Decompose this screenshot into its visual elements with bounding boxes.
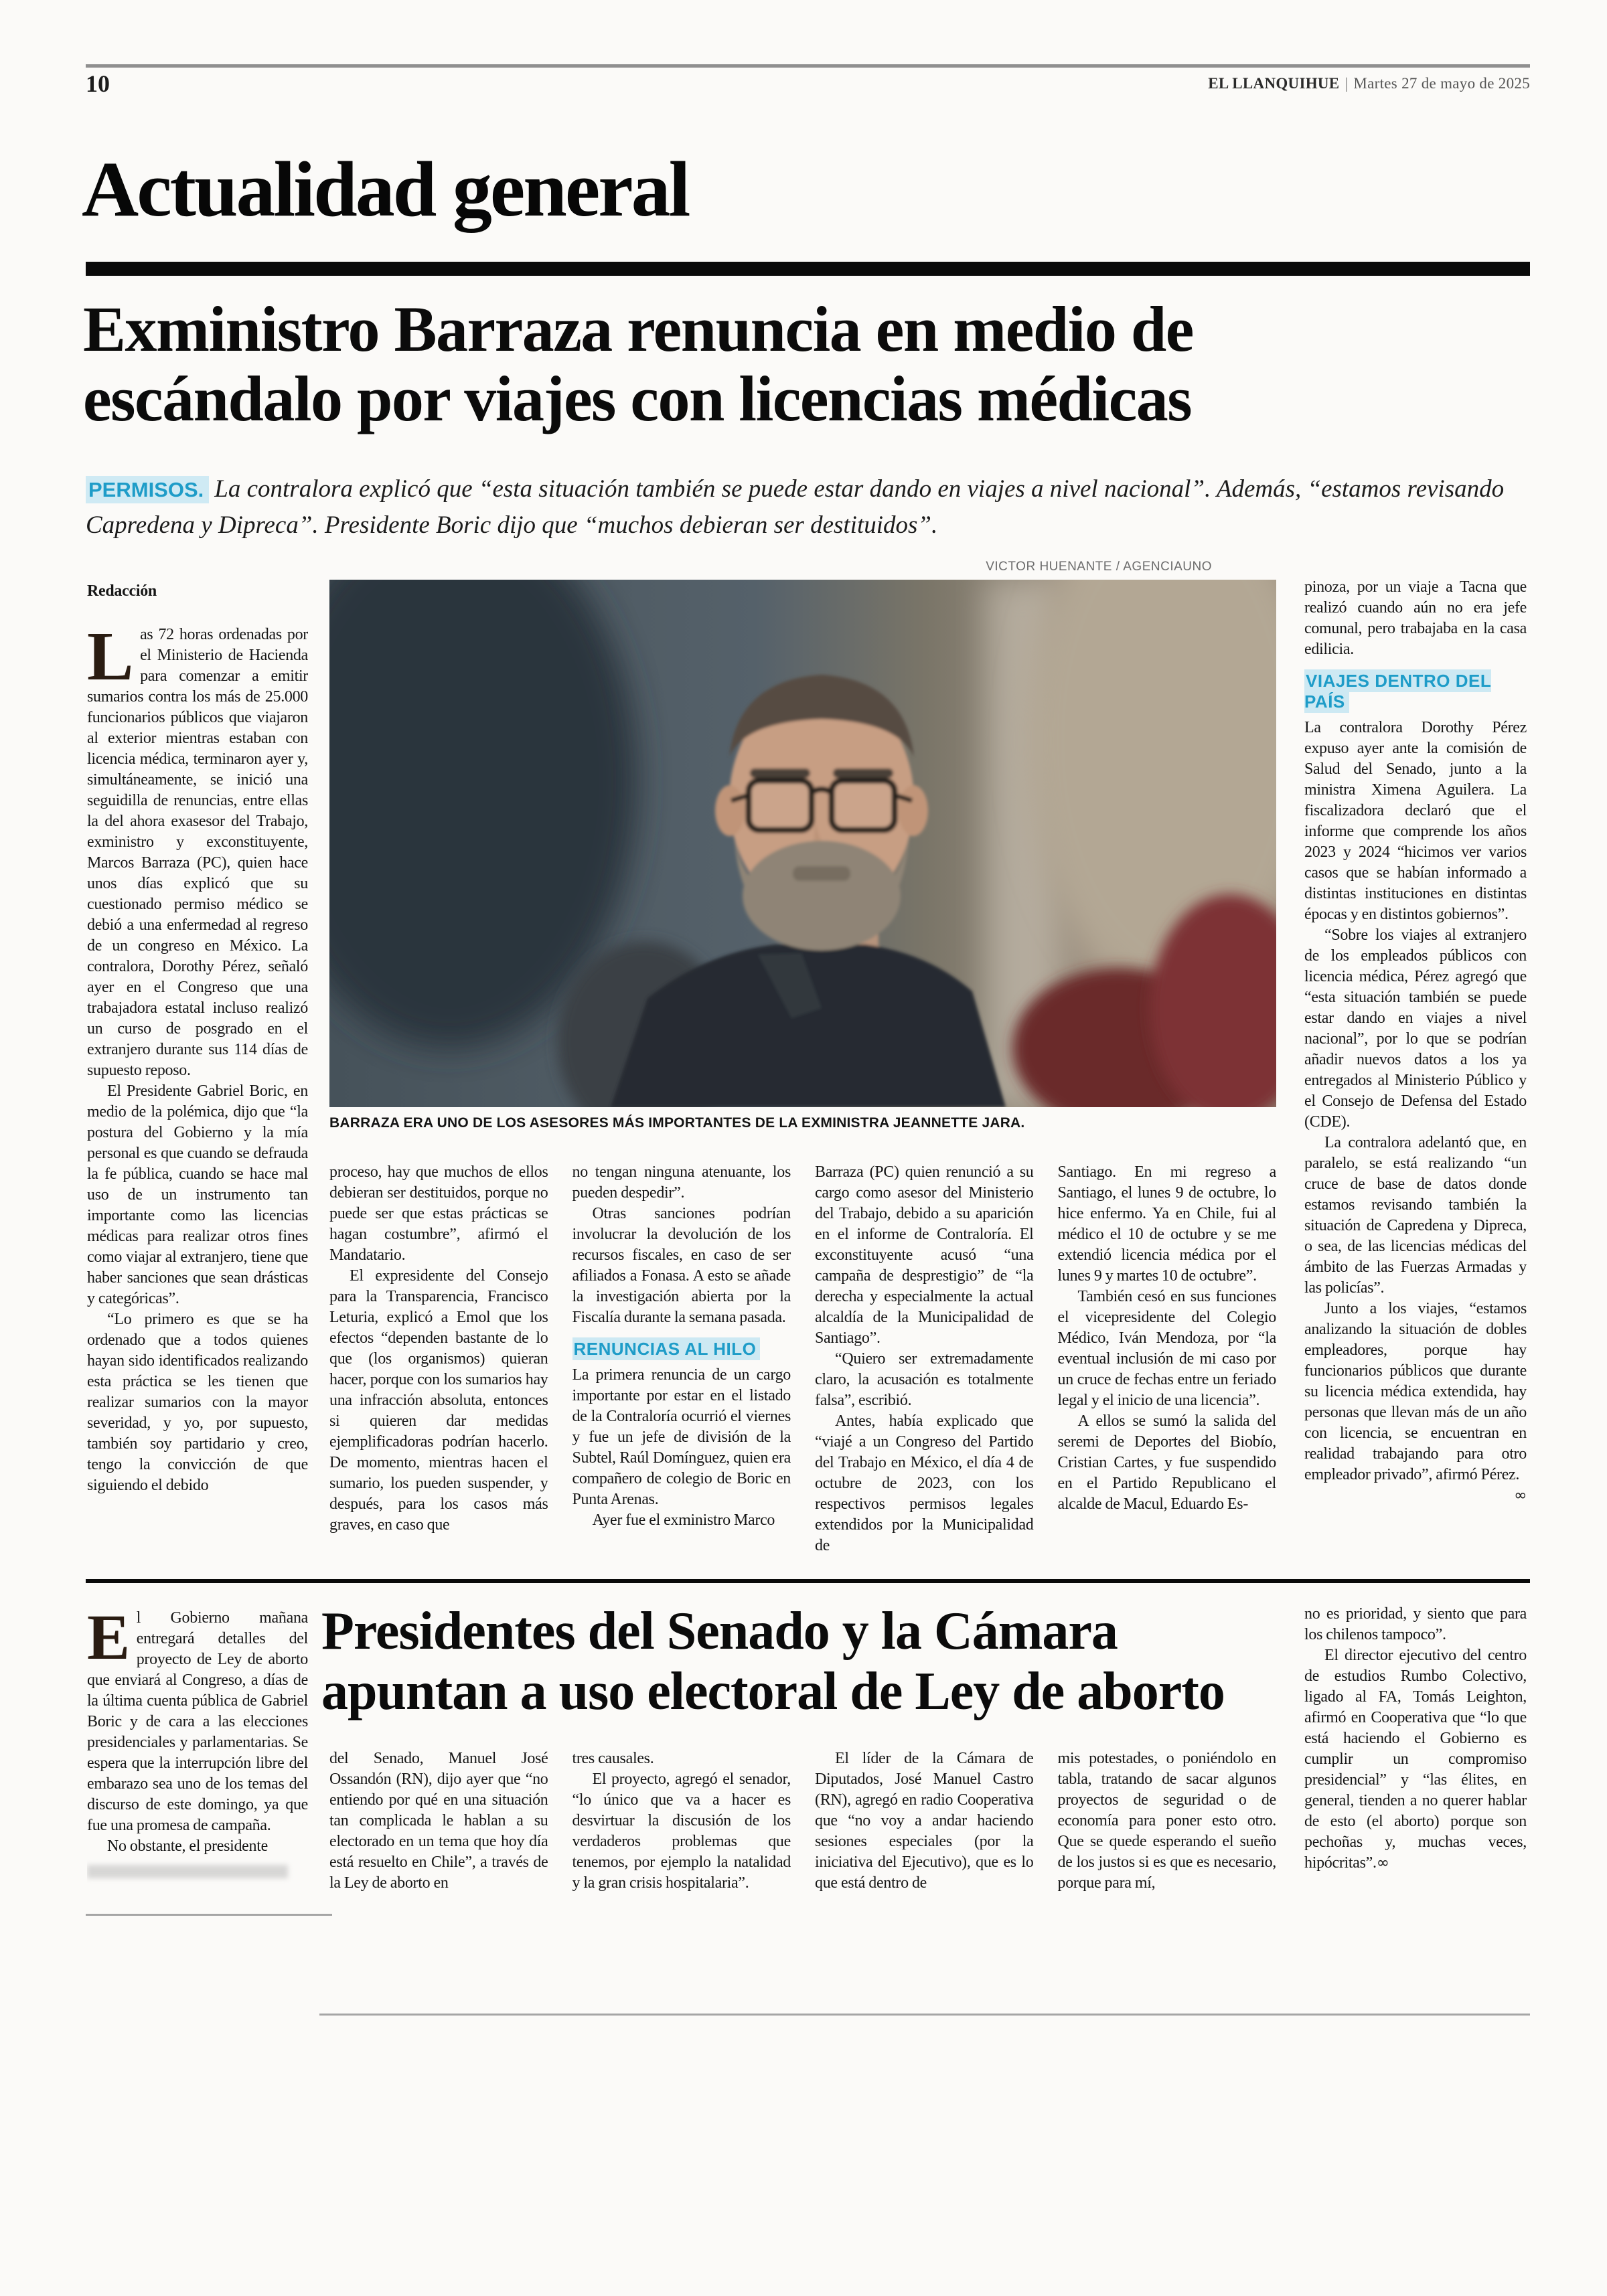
dropcap-E: E [87,1608,130,1673]
paragraph: “Sobre los viajes al extranjero de los empleados públicos con licencia médica, Pérez agregó que “esta situación también se puede estar dando en viajes a nivel nacional”, por lo que se podrían añadir nuevos datos a los ya entregados al Ministerio Público y el Consejo de Defensa del Estado (CDE). [1304,926,1527,1131]
paragraph: El Gobierno mañana entregará detalles del proyecto de Ley de aborto que enviará al Congreso, a días de la última cuenta pública de Gabriel Boric y de cara a las elecciones presidenciales y parlamentarias. Se espera que la interrupción libre del embarazo sea uno de los temas del discurso de este domingo, ya que fue una promesa de campaña. [87,1608,308,1834]
paragraph: El Presidente Gabriel Boric, en medio de la polémica, dijo que “la postura del Gobierno y la mía personal es que cuando se defrauda la fe pública, cuando se hace mal uso de un instrumento tan importante como las licencias médicas para realizar otros fines como viajar al extranjero, tiene que haber sanciones que sean drásticas y categóricas”. [87,1082,308,1307]
section-rule [86,262,1530,276]
article1-column6 [1304,577,1527,1574]
folio-divider: | [1345,75,1349,92]
article1-headline [83,295,1536,433]
paragraph: La primera renuncia de un cargo importante por estar en el listado de la Contraloría ocurrió el viernes y fue un jefe de división de la Subtel, Raúl Domínguez, quien era compañero de colegio de Boric en Punta Arenas. [572,1366,791,1508]
photo-credit: VICTOR HUENANTE / AGENCIAUNO [986,560,1212,574]
paragraph: “Quiero ser extremadamente claro, la acusación es totalmente falsa”, escribió. [815,1350,1034,1409]
article1-deck-text: La contralora explicó que “esta situación también se puede estar dando en viajes a nivel nacional”. Además, “estamos revisando Capredena y Dipreca”. Presidente Boric dijo que “muchos debieran ser destituidos”. [86,475,1505,539]
article-separator-rule [86,1579,1530,1583]
paragraph: tres causales. [572,1750,654,1767]
column1-bottom-rule [86,1914,332,1916]
end-of-article-mark: ∞ [1514,1487,1527,1504]
paragraph: El líder de la Cámara de Diputados, José Manuel Castro (RN), agregó en radio Cooperativa que “no voy a andar haciendo sesiones especiales (por la iniciativa del Ejecutivo), que es lo que está dentro de [815,1750,1034,1892]
header-rule [86,64,1530,68]
paragraph: No obstante, el presidente [107,1837,268,1855]
photo-caption: BARRAZA ERA UNO DE LOS ASESORES MÁS IMPORTANTES DE LA EXMINISTRA JEANNETTE JARA. [329,1115,1025,1131]
end-of-article-mark: ∞ [1376,1854,1389,1872]
page-number: 10 [86,70,110,97]
dropcap-L: L [87,618,134,695]
paragraph: mis potestades, o poniéndolo en tabla, tratando de sacar algunos proyectos de seguridad o de economía para poner esto otro. Que se quede esperando el sueño de los justos si es que es necesario, porque para mí, [1057,1750,1276,1892]
barraza-photo-svg [329,580,1276,1107]
article1-headline-line1: Exministro Barraza renuncia en medio de [83,293,1193,365]
article2-headline-line1: Presidentes del Senado y la Cámara [321,1602,1118,1661]
edition-date: Martes 27 de mayo de 2025 [1353,75,1530,92]
article2-column1 [87,1608,308,1902]
subhead-viajes: VIAJES DENTRO DEL PAÍS [1304,671,1492,712]
paragraph: Barraza (PC) quien renunció a su cargo como asesor del Ministerio del Trabajo, debido a su aparición en el informe de Contraloría. El exconstituyente acusó “una campaña de desprestigio” de “la derecha y especialmente la actual alcaldía de la Municipalidad de Santiago”. [815,1163,1034,1347]
faded-text-artifact [87,1865,288,1878]
article1-headline-line2: escándalo por viajes con licencias médicas [83,362,1192,434]
article2-headline [321,1601,1286,1722]
paragraph: El director ejecutivo del centro de estudios Rumbo Colectivo, ligado al FA, Tomás Leighton, afirmó en Cooperativa que “lo que está haciendo el Gobierno es cumplir un compromiso presidencial” y “las élites, en general, tienden a no querer hablar de esto (el aborto) porque son pechoñas y, muchas veces, hipócritas”.∞ [1304,1647,1527,1872]
paragraph: El proyecto, agregó el senador, “lo único que va a hacer es desvirtuar la discusión de los verdaderos problemas que tenemos, por ejemplo la natalidad y la gran crisis hospitalaria”. [572,1771,791,1892]
paragraph: Las 72 horas ordenadas por el Ministerio de Hacienda para comenzar a emitir sumarios contra los más de 25.000 funcionarios públicos que viajaron al exterior mientras estaban con licencia médica, terminaron ayer y, simultáneamente, se inició una seguidilla de renuncias, entre ellas la del ahora exasesor del Trabajo, exministro y exconstituyente, Marcos Barraza (PC), quien hace unos días explicó que su cuestionado permiso médico se debió a una enfermedad al regreso de un congreso en México. La contralora, Dorothy Pérez, señaló ayer en el Congreso que una trabajadora estatal incluso realizó un curso de posgrado en el extranjero durante sus 114 días de supuesto reposo. [87,618,308,1079]
subhead-renuncias: RENUNCIAS AL HILO [572,1339,791,1360]
masthead: EL LLANQUIHUE [1208,75,1340,92]
article1-column3 [572,1162,791,1564]
paragraph: Santiago. En mi regreso a Santiago, el lunes 9 de octubre, lo hice enfermo. Ya en Chile, fui al médico el 10 de octubre y se me extendió licencia médica por el lunes 9 y martes 10 de octubre”. [1057,1163,1276,1285]
article2-column6 [1304,1604,1527,1979]
paragraph: no tengan ninguna atenuante, los pueden despedir”. [572,1163,791,1202]
byline: Redacción [87,582,157,600]
article1-column5 [1058,1162,1277,1564]
paragraph: La contralora adelantó que, en paralelo, se está realizando “un cruce de base de datos donde estamos revisando también la situación de Capredena y Dipreca, o sea, de las licencias médicas del ámbito de las Fuerzas Armadas y las policías”. [1304,1134,1527,1297]
paragraph: También cesó en sus funciones el vicepresidente del Colegio Médico, Iván Mendoza, por “la eventual inclusión de mi caso por un cruce de fechas entre un feriado legal y el inicio de una licencia”. [1057,1288,1276,1409]
paragraph: proceso, hay que muchos de ellos debieran ser destituidos, porque no puede ser que estas prácticas se hagan costumbre”, afirmó el Mandatario. [329,1163,548,1264]
paragraph: del Senado, Manuel José Ossandón (RN), dijo ayer que “no entiendo por qué en una situación tan complicada le hablan a su electorado en un tema que hoy día está resuelto en Chile”, a través de la Ley de aborto en [329,1750,548,1892]
paragraph: Antes, había explicado que “viajé a un Congreso del Partido del Trabajo en México, el día 4 de octubre de 2023, con los respectivos permisos legales extendidos por la Municipalidad de [815,1412,1034,1554]
article2-middle-columns [329,1748,1276,2003]
section-title: Actualidad general [82,145,689,234]
article2-column2 [329,1748,548,2003]
paragraph: “Lo primero es que se ha ordenado que a todos quienes hayan sido identificados realizando esta práctica se les tienen que realizar sumarios con la mayor severidad, y yo, por supuesto, también soy partidario y creo, tengo la convicción de que siguiendo el debido [87,1311,308,1494]
paragraph: Ayer fue el exministro Marco [592,1511,775,1529]
article2-column5 [1058,1748,1277,2003]
paragraph: pinoza, por un viaje a Tacna que realizó cuando aún no era jefe comunal, pero trabajaba en la casa edilicia. [1304,578,1527,658]
paragraph: no es prioridad, y siento que para los chilenos tampoco”. [1304,1605,1527,1643]
page-bottom-rule [319,2014,1530,2016]
paragraph: El expresidente del Consejo para la Transparencia, Francisco Leturia, explicó a Emol que los efectos “dependen bastante de lo que (los organismos) quieran hacer, porque con los sumarios hay una infracción absoluta, entonces si quieren dar medidas ejemplificadoras podrían hacerlo. De momento, mientras hacen el sumario, los pueden suspender, y después, para los casos más graves, en caso que [329,1267,548,1534]
article2-column4 [815,1748,1034,2003]
article1-middle-columns [329,1162,1276,1564]
article1-column4 [815,1162,1034,1564]
article2-column3 [572,1748,791,2003]
header-folio [1208,75,1530,92]
paragraph: Junto a los viajes, “estamos analizando la situación de dobles empleadores, porque hay funcionarios públicos que durante su licencia médica extendida, hay personas que llevan más de un año con licencia, se encuentran en realidad trabajando para otro empleador privado”, afirmó Pérez. ∞ [1304,1299,1527,1485]
paragraph: La contralora Dorothy Pérez expuso ayer ante la comisión de Salud del Senado, junto a la ministra Ximena Aguilera. La fiscalizadora declaró que el informe que comprende los años 2023 y 2024 “hicimos ver varios casos que se habían informado a distintas instituciones en distintas épocas y en distintos gobiernos”. [1304,719,1527,923]
article1-column2 [329,1162,548,1564]
article2-headline-line2: apuntan a uso electoral de Ley de aborto [321,1662,1225,1722]
article1-kicker: PERMISOS. [86,476,209,503]
article1-column1 [87,581,308,1572]
article1-deck [86,471,1532,543]
paragraph: Otras sanciones podrían involucrar la devolución de los recursos fiscales, en caso de ser afiliados a Fonasa. A esto se añade la investigación abierta por la Fiscalía durante la semana pasada. [572,1205,791,1326]
photo-illustration [329,580,1276,1107]
paragraph: A ellos se sumó la salida del seremi de Deportes del Biobío, Cristian Cartes, y fue suspendido en el Partido Republicano el alcalde de Macul, Eduardo Es- [1057,1412,1276,1513]
